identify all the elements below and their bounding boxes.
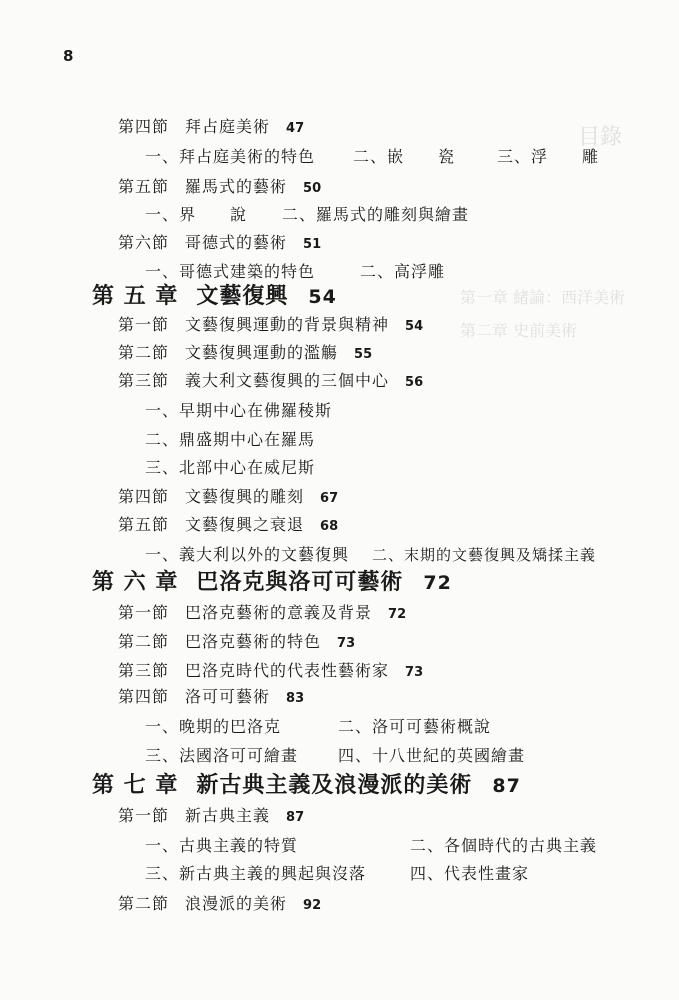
page-ref: 54 <box>405 319 424 334</box>
toc-section-entry[interactable] <box>118 233 321 255</box>
section-label: 第六節 <box>118 233 170 252</box>
section-title: 羅馬式的藝術 <box>185 177 288 196</box>
toc-section-entry[interactable] <box>118 487 338 509</box>
section-label: 第一節 <box>118 603 170 622</box>
toc-section-entry[interactable] <box>118 632 355 654</box>
section-label: 第二節 <box>118 632 170 651</box>
section-title: 巴洛克藝術的意義及背景 <box>185 603 373 622</box>
toc-subitem: 一、義大利以外的文藝復興 <box>145 545 350 564</box>
page-ref: 56 <box>405 375 424 390</box>
section-title: 文藝復興的雕刻 <box>185 487 305 506</box>
toc-subitem: 三、新古典主義的興起與沒落 <box>145 864 367 883</box>
page-ref: 87 <box>492 775 521 797</box>
page-ref: 72 <box>423 572 452 594</box>
bleed-through-title: 目錄 <box>578 125 623 150</box>
section-title: 巴洛克時代的代表性藝術家 <box>185 661 390 680</box>
toc-section-entry[interactable] <box>118 117 304 139</box>
page-ref: 73 <box>337 636 356 651</box>
section-title: 文藝復興運動的背景與精神 <box>185 315 390 334</box>
section-title: 拜占庭美術 <box>185 117 271 136</box>
toc-section-entry[interactable] <box>118 661 423 683</box>
toc-subitem: 一、拜占庭美術的特色 <box>145 147 316 166</box>
toc-section-entry[interactable] <box>118 894 321 916</box>
toc-chapter-entry[interactable] <box>92 773 521 799</box>
page-ref: 50 <box>303 181 322 196</box>
toc-subitem: 二、羅馬式的雕刻與繪畫 <box>282 205 470 224</box>
toc-section-entry[interactable] <box>118 603 406 625</box>
section-label: 第一節 <box>118 806 170 825</box>
section-label: 第五節 <box>118 177 170 196</box>
section-title: 新古典主義 <box>185 806 271 825</box>
toc-subitem: 一、早期中心在佛羅稜斯 <box>145 401 333 420</box>
toc-subitem: 二、洛可可藝術概說 <box>338 717 492 736</box>
toc-subitem: 四、代表性畫家 <box>410 864 530 883</box>
section-label: 第二節 <box>118 343 170 362</box>
toc-subitem: 二、高浮雕 <box>360 262 446 281</box>
toc-section-entry[interactable] <box>118 806 304 828</box>
toc-subitem: 二、末期的文藝復興及矯揉主義 <box>372 546 597 564</box>
page-ref: 68 <box>320 519 339 534</box>
section-label: 第二節 <box>118 894 170 913</box>
toc-section-entry[interactable] <box>118 315 423 337</box>
toc-section-entry[interactable] <box>118 371 423 393</box>
toc-subitem: 一、古典主義的特質 <box>145 836 299 855</box>
page-ref: 51 <box>303 237 322 252</box>
toc-subitem: 三、浮 雕 <box>497 147 600 166</box>
page-ref: 47 <box>286 121 305 136</box>
page-ref: 73 <box>405 665 424 680</box>
page-ref: 54 <box>308 286 337 308</box>
page-ref: 83 <box>286 691 305 706</box>
toc-subitem: 一、界 說 <box>145 205 248 224</box>
toc-section-entry[interactable] <box>118 177 321 199</box>
section-label: 第四節 <box>118 687 170 706</box>
toc-subitem: 二、嵌 瓷 <box>353 147 456 166</box>
chapter-label: 第 六 章 <box>92 570 179 595</box>
toc-section-entry[interactable] <box>118 343 372 365</box>
toc-section-entry[interactable] <box>118 687 304 709</box>
section-label: 第三節 <box>118 661 170 680</box>
page-ref: 55 <box>354 347 373 362</box>
toc-chapter-entry[interactable] <box>92 284 337 310</box>
toc-subitem: 一、晚期的巴洛克 <box>145 717 282 736</box>
section-title: 哥德式的藝術 <box>185 233 288 252</box>
toc-subitem: 三、北部中心在威尼斯 <box>145 458 316 477</box>
section-title: 義大利文藝復興的三個中心 <box>185 371 390 390</box>
section-title: 文藝復興運動的濫觴 <box>185 343 339 362</box>
section-title: 文藝復興之衰退 <box>185 515 305 534</box>
toc-subitem: 四、十八世紀的英國繪畫 <box>338 746 526 765</box>
page-ref: 67 <box>320 491 339 506</box>
section-label: 第五節 <box>118 515 170 534</box>
chapter-label: 第 七 章 <box>92 773 179 798</box>
page-ref: 87 <box>286 810 305 825</box>
toc-chapter-entry[interactable] <box>92 570 452 596</box>
page-number: 8 <box>63 47 74 65</box>
chapter-title: 文藝復興 <box>196 284 289 309</box>
bleed-through-line: 第二章 史前美術 <box>460 321 578 340</box>
toc-subitem: 二、鼎盛期中心在羅馬 <box>145 430 316 449</box>
section-label: 第四節 <box>118 117 170 136</box>
chapter-title: 巴洛克與洛可可藝術 <box>196 570 404 595</box>
toc-subitem: 二、各個時代的古典主義 <box>410 836 598 855</box>
bleed-through-line: 第一章 緒論：西洋美術 <box>460 288 626 307</box>
chapter-title: 新古典主義及浪漫派的美術 <box>196 773 473 798</box>
section-label: 第一節 <box>118 315 170 334</box>
toc-subitem: 一、哥德式建築的特色 <box>145 262 316 281</box>
section-title: 洛可可藝術 <box>185 687 271 706</box>
toc-section-entry[interactable] <box>118 515 338 537</box>
page-ref: 92 <box>303 898 322 913</box>
section-title: 巴洛克藝術的特色 <box>185 632 322 651</box>
page-ref: 72 <box>388 607 407 622</box>
section-label: 第四節 <box>118 487 170 506</box>
section-title: 浪漫派的美術 <box>185 894 288 913</box>
section-label: 第三節 <box>118 371 170 390</box>
chapter-label: 第 五 章 <box>92 284 179 309</box>
toc-subitem: 三、法國洛可可繪畫 <box>145 746 299 765</box>
